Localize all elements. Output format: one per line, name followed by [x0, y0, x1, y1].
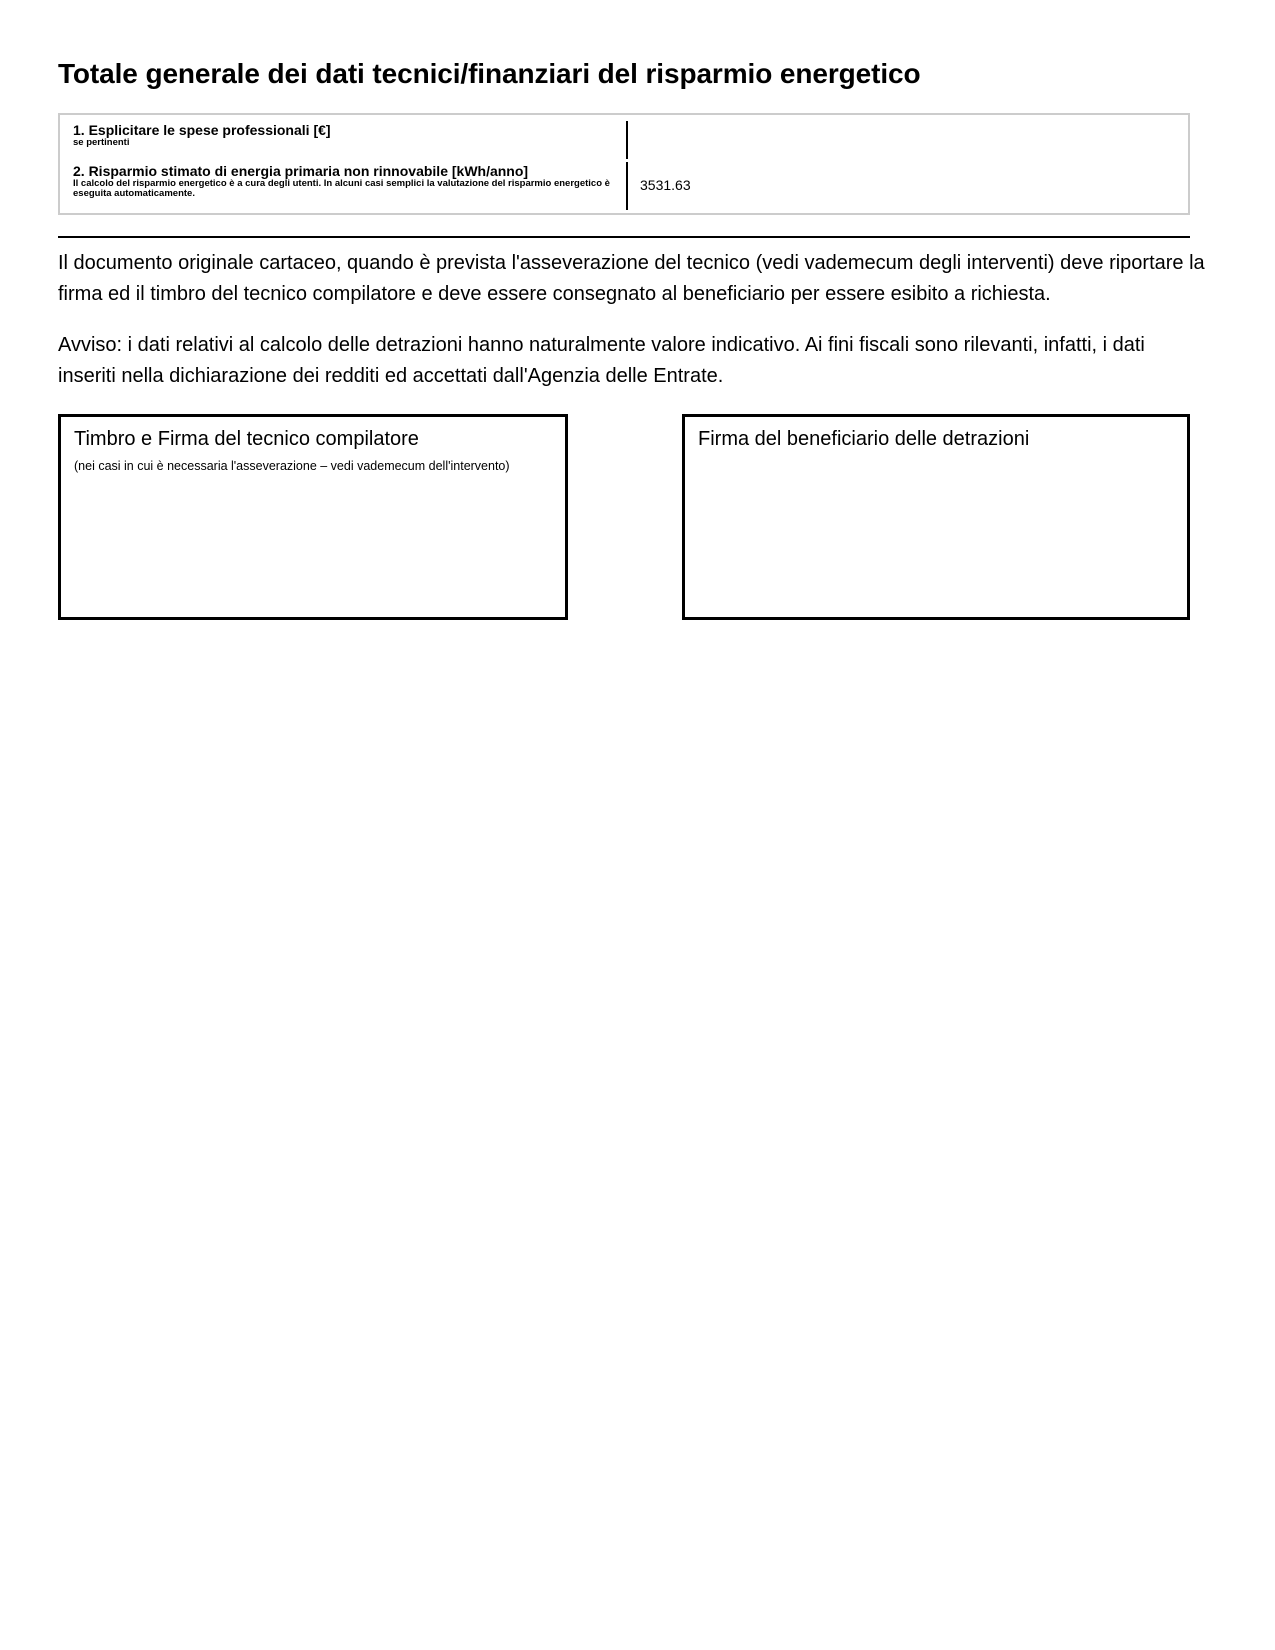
technician-signature-box: [58, 414, 568, 620]
energy-savings-label-cell: [73, 162, 633, 199]
technician-signature-title: Timbro e Firma del tecnico compilatore: [74, 428, 419, 450]
energy-savings-value: 3531.63: [640, 177, 691, 193]
summary-table: [58, 113, 1190, 215]
page-title: Totale generale dei dati tecnici/finanziari del risparmio energetico: [58, 58, 921, 89]
energy-savings-label: 2. Risparmio stimato di energia primaria non rinnovabile [kWh/anno]: [73, 163, 529, 179]
beneficiary-signature-box: [682, 414, 1190, 620]
professional-costs-note: se pertinenti: [73, 137, 130, 148]
beneficiary-signature-title: Firma del beneficiario delle detrazioni: [698, 428, 1030, 450]
row-divider: [626, 162, 628, 210]
indicative-values-notice: Avviso: i dati relativi al calcolo delle detrazioni hanno naturalmente valore indicativo. Ai fini fiscali sono rilevanti, infatti, i dati inseriti nella dichiarazione dei redditi ed accettati dall'Agenzia delle Entrate.: [58, 334, 1145, 387]
professional-costs-label: 1. Esplicitare le spese professionali [€]: [73, 122, 331, 138]
original-document-notice: Il documento originale cartaceo, quando è prevista l'asseverazione del tecnico (vedi vademecum degli interventi) deve riportare la firma ed il timbro del tecnico compilatore e deve essere consegnato al beneficiario per essere esibito a richiesta.: [58, 252, 1205, 305]
technician-signature-note: (nei casi in cui è necessaria l'asseverazione – vedi vademecum dell'intervento): [74, 459, 510, 473]
section-divider: [58, 236, 1190, 238]
energy-savings-row: [60, 162, 1188, 210]
row-divider: [626, 121, 628, 159]
energy-savings-note: Il calcolo del risparmio energetico è a cura degli utenti. In alcuni casi semplici la valutazione del risparmio energetico è eseguita automaticamente.: [73, 178, 610, 199]
professional-costs-row: [60, 121, 1188, 159]
professional-costs-label-cell: [73, 121, 633, 148]
